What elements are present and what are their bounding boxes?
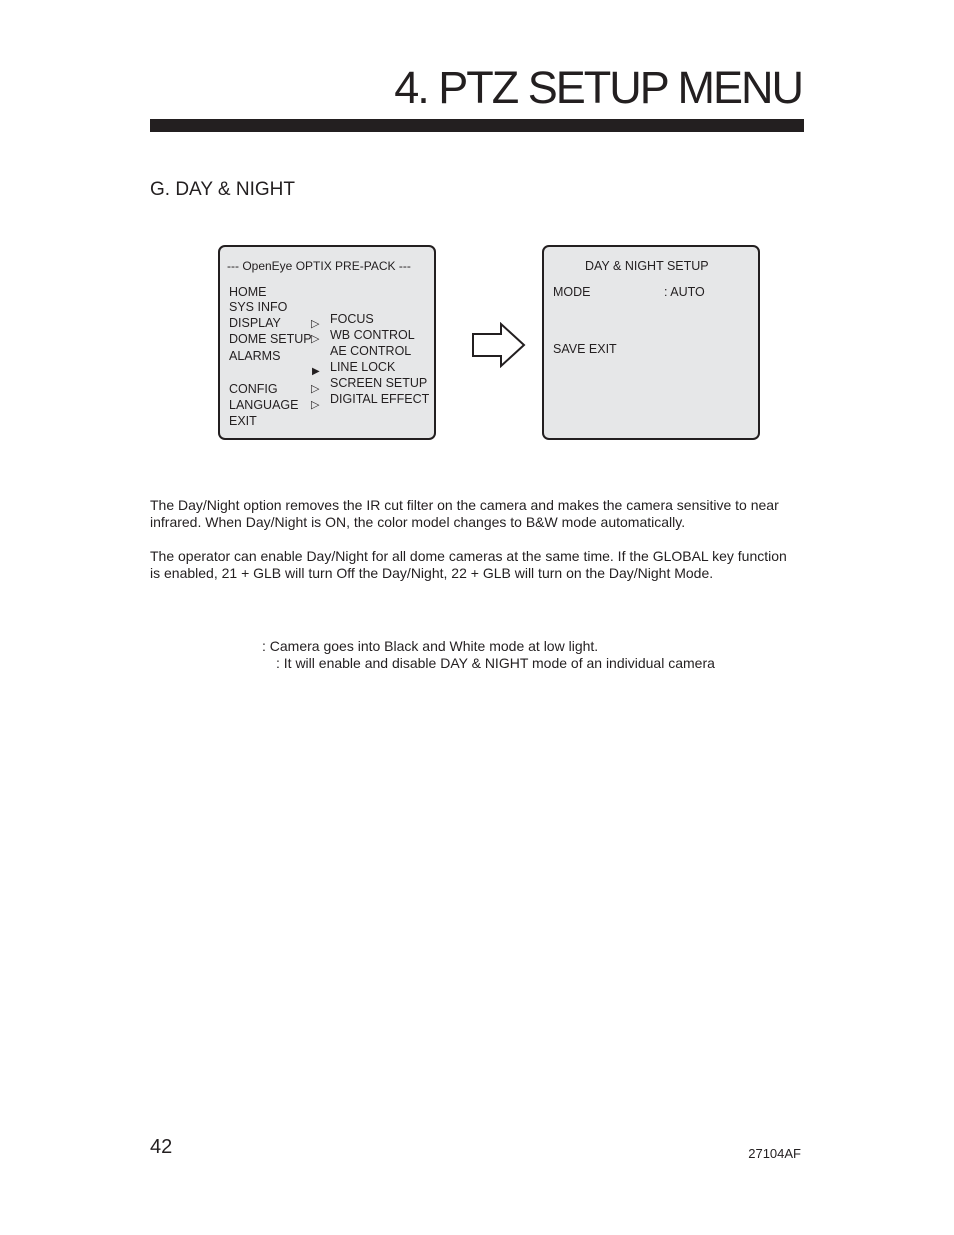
submenu-item-wb-control: WB CONTROL [330, 328, 415, 342]
menu-item-sys-info: SYS INFO [229, 300, 288, 314]
save-exit-option: SAVE EXIT [553, 342, 617, 356]
osd-main-menu [218, 245, 436, 440]
outline-right-arrow-icon [471, 322, 527, 368]
menu-item-config: CONFIG [229, 382, 278, 396]
paragraph-line: infrared. When Day/Night is ON, the color model changes to B&W mode automatically. [150, 514, 686, 530]
title-rule [150, 119, 804, 132]
menu-item-home: HOME [229, 285, 267, 299]
submenu-item-ae-control: AE CONTROL [330, 344, 412, 358]
menu-item-alarms: ALARMS [229, 349, 281, 363]
paragraph-line: The operator can enable Day/Night for all dome cameras at the same time. If the GLOBAL key function [150, 548, 787, 564]
menu-item-language: LANGUAGE [229, 398, 299, 412]
paragraph-line: is enabled, 21 + GLB will turn Off the Day/Night, 22 + GLB will turn on the Day/Night Mode. [150, 565, 714, 581]
hollow-triangle-right-icon: ▷ [311, 318, 320, 330]
submenu-item-screen-setup: SCREEN SETUP [330, 376, 428, 390]
paragraph-day-night-description [150, 497, 810, 531]
hollow-triangle-right-icon: ▷ [311, 399, 320, 411]
filled-triangle-right-icon: ▶ [312, 366, 320, 377]
mode-value: : AUTO [664, 285, 705, 299]
osd-day-night-title: DAY & NIGHT SETUP [585, 259, 709, 273]
paragraph-global-control [150, 548, 810, 582]
page-number: 42 [150, 1136, 173, 1158]
submenu-item-line-lock: LINE LOCK [330, 360, 396, 374]
paragraph-line: The Day/Night option removes the IR cut filter on the camera and makes the camera sensitive to near [150, 497, 779, 513]
menu-item-dome-setup: DOME SETUP [229, 332, 312, 346]
hollow-triangle-right-icon: ▷ [311, 333, 320, 345]
menu-item-exit: EXIT [229, 414, 257, 428]
osd-main-title: --- OpenEye OPTIX PRE-PACK --- [227, 259, 411, 273]
osd-day-night-setup [542, 245, 760, 440]
submenu-item-focus: FOCUS [330, 312, 374, 326]
mode-label: MODE [553, 285, 591, 299]
menu-item-display: DISPLAY [229, 316, 281, 330]
document-code: 27104AF [748, 1146, 801, 1161]
definition-auto: : Camera goes into Black and White mode at low light. [262, 638, 599, 654]
hollow-triangle-right-icon: ▷ [311, 383, 320, 395]
definition-on-off: : It will enable and disable DAY & NIGHT mode of an individual camera [276, 655, 715, 671]
chapter-title: 4. PTZ SETUP MENU [394, 62, 802, 113]
section-heading: G. DAY & NIGHT [150, 179, 295, 200]
submenu-item-digital-effect: DIGITAL EFFECT [330, 392, 430, 406]
